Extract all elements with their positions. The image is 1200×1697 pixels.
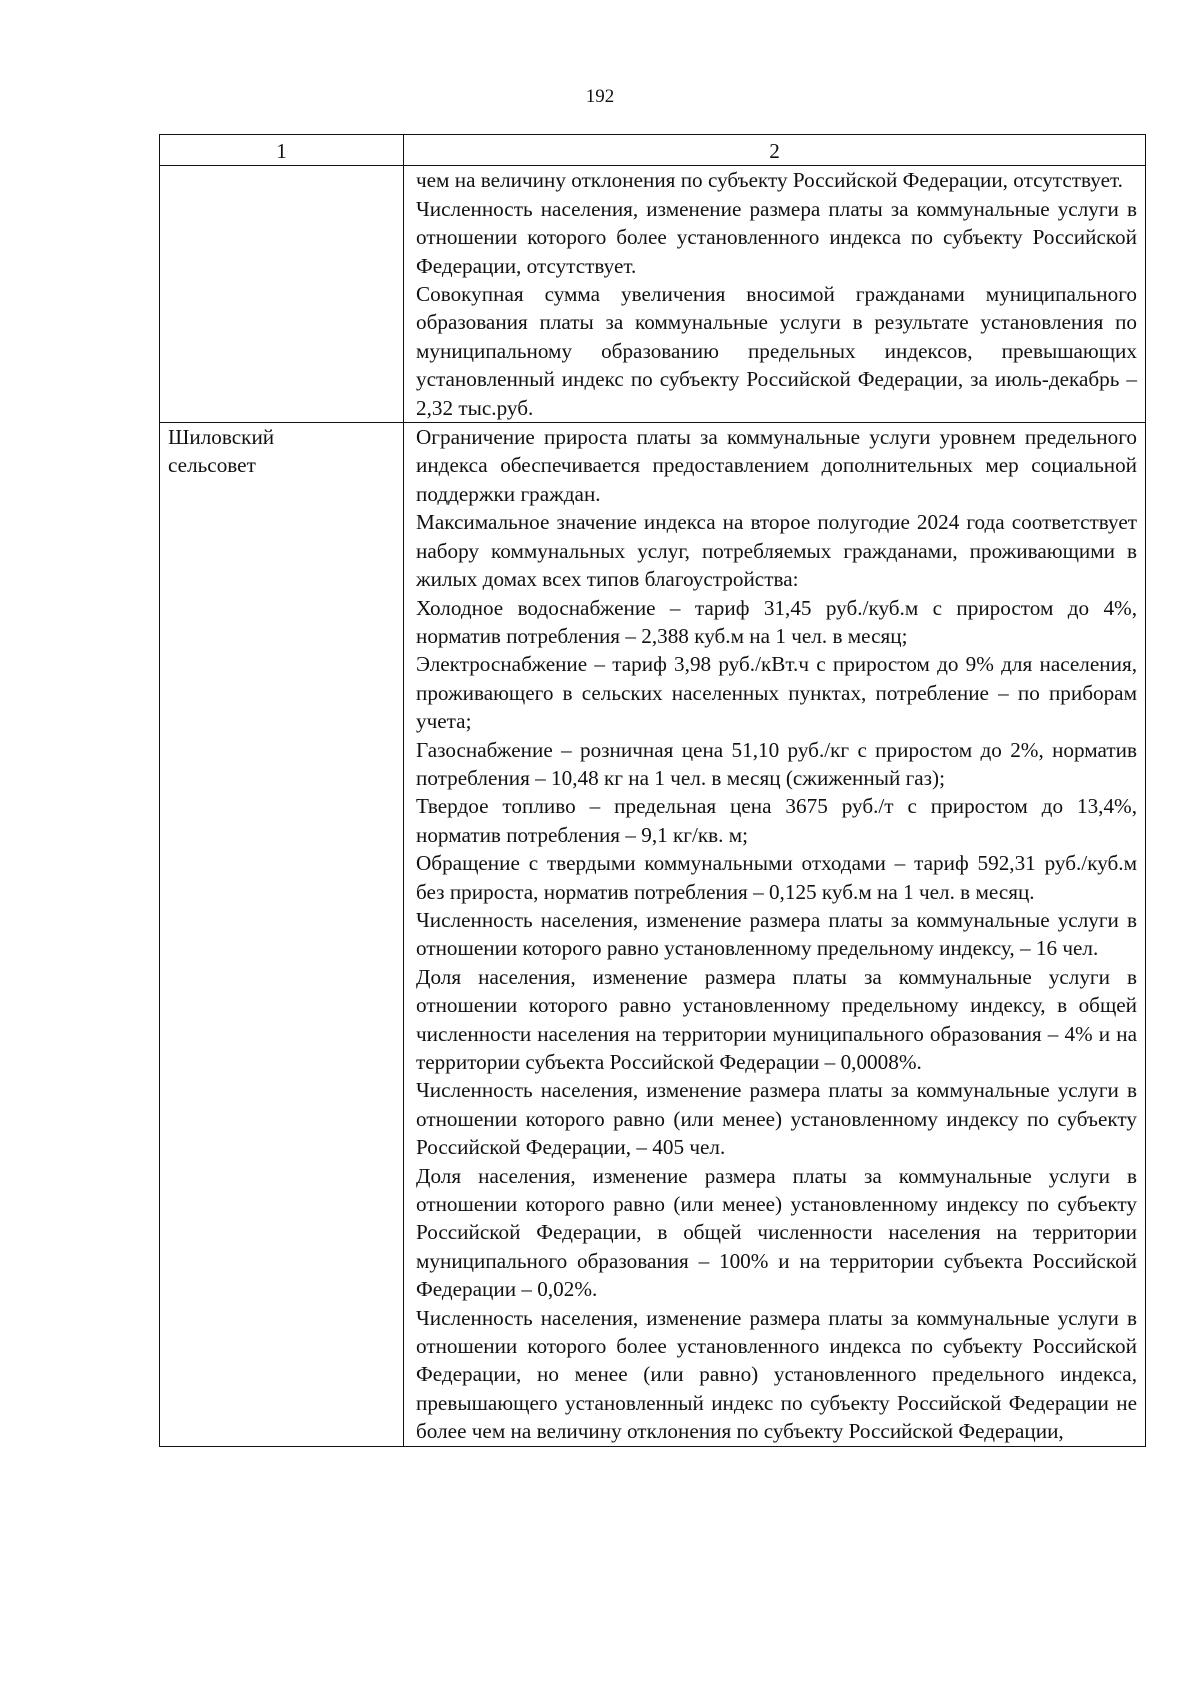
paragraph: Электроснабжение – тариф 3,98 руб./кВт.ч с приростом до 9% для населения, проживающего в сельских населенных пунктах, потребление – по приборам учета; bbox=[416, 652, 1137, 734]
table-header-row bbox=[160, 135, 1146, 166]
paragraph: Максимальное значение индекса на второе полугодие 2024 года соответствует набору коммунальных услуг, потребляемых гражданами, проживающими в жилых домах всех типов благоустройства: bbox=[416, 510, 1137, 592]
paragraph: Доля населения, изменение размера платы за коммунальные услуги в отношении которого равно (или менее) установленному индексу по субъекту Российской Федерации, в общей численности населения на территории муниципального образования – 100% и на территории субъекта Российской Федерации – 0,02%. bbox=[416, 1163, 1137, 1302]
paragraph: Газоснабжение – розничная цена 51,10 руб./кг с приростом до 2%, норматив потребления – 10,48 кг на 1 чел. в месяц (сжиженный газ); bbox=[416, 737, 1137, 790]
column-header-2: 2 bbox=[404, 135, 1146, 166]
paragraph: Обращение с твердыми коммунальными отходами – тариф 592,31 руб./куб.м без прироста, норматив потребления – 0,125 куб.м на 1 чел. в месяц. bbox=[416, 851, 1137, 904]
paragraph: Ограничение прироста платы за коммунальные услуги уровнем предельного индекса обеспечивается предоставлением дополнительных мер социальной поддержки граждан. bbox=[416, 425, 1137, 506]
paragraph: Совокупная сумма увеличения вносимой гражданами муниципального образования платы за коммунальные услуги в результате установления по муниципальному образованию предельных индексов, превышающих установленный индекс по субъекту Российской Федерации, за июль-декабрь – 2,32 тыс.руб. bbox=[416, 282, 1137, 420]
municipality-name-cell bbox=[160, 166, 404, 423]
paragraph: Твердое топливо – предельная цена 3675 руб./т с приростом до 13,4%, норматив потребления – 9,1 кг/кв. м; bbox=[416, 794, 1137, 847]
paragraph: Численность населения, изменение размера платы за коммунальные услуги в отношении которого равно установленному предельному индексу, – 16 чел. bbox=[416, 907, 1137, 961]
municipality-name-cell bbox=[160, 423, 404, 1447]
paragraph: чем на величину отклонения по субъекту Российской Федерации, отсутствует. bbox=[416, 168, 1123, 193]
description-cell bbox=[404, 423, 1146, 1447]
table-row bbox=[160, 423, 1146, 1447]
data-table bbox=[159, 134, 1146, 1447]
municipality-name: Шиловский сельсовет bbox=[168, 425, 275, 478]
table-row bbox=[160, 166, 1146, 423]
paragraph: Численность населения, изменение размера платы за коммунальные услуги в отношении которого более установленного индекса по субъекту Российской Федерации, но менее (или равно) установленного предельного индекса, превышающего установленный индекс по субъекту Российской Федерации не более чем на величину отклонения по субъекту Российской Федерации, bbox=[416, 1305, 1137, 1444]
column-header-1: 1 bbox=[160, 135, 404, 166]
paragraph: Численность населения, изменение размера платы за коммунальные услуги в отношении которого равно (или менее) установленному индексу по субъекту Российской Федерации, – 405 чел. bbox=[416, 1078, 1137, 1160]
paragraph: Доля населения, изменение размера платы за коммунальные услуги в отношении которого равно установленному предельному индексу, в общей численности населения на территории муниципального образования – 4% и на территории субъекта Российской Федерации – 0,0008%. bbox=[416, 964, 1137, 1074]
description-cell bbox=[404, 166, 1146, 423]
paragraph: Численность населения, изменение размера платы за коммунальные услуги в отношении которого более установленного индекса по субъекту Российской Федерации, отсутствует. bbox=[416, 196, 1137, 278]
page-number: 192 bbox=[585, 86, 615, 107]
paragraph: Холодное водоснабжение – тариф 31,45 руб./куб.м с приростом до 4%, норматив потребления – 2,388 куб.м на 1 чел. в месяц; bbox=[416, 595, 1137, 648]
